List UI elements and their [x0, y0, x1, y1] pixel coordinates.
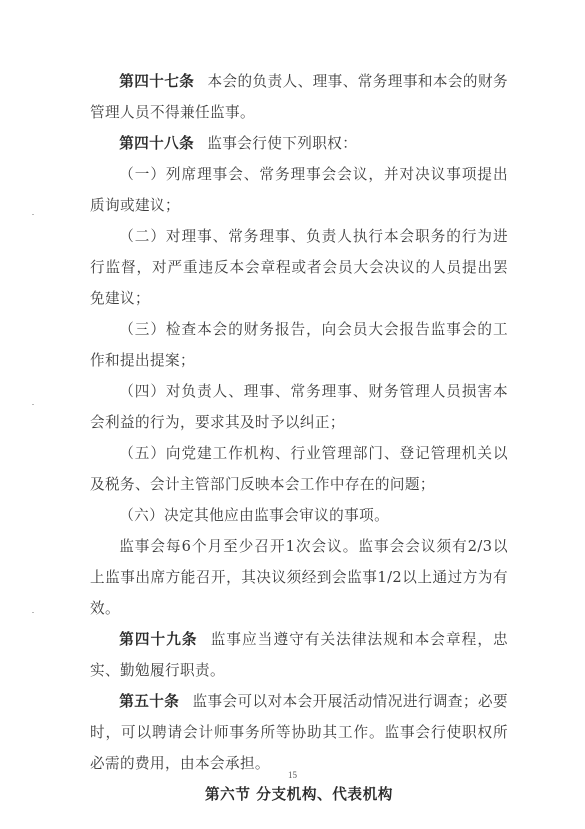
- page-number: 15: [288, 770, 297, 780]
- article-text: 监事应当遵守有关法律法规和本会章程，忠实、勤勉履行职责。: [90, 631, 508, 679]
- list-item: （二）对理事、常务理事、负责人执行本会职务的行为进行监督，对严重违反本会章程或者会员大会决议的人员提出罢免建议；: [90, 228, 508, 307]
- list-item: （四）对负责人、理事、常务理事、财务管理人员损害本会利益的行为，要求其及时予以纠正；: [90, 383, 508, 431]
- article-heading: 第四十八条: [119, 135, 195, 152]
- article-48: [90, 128, 508, 159]
- list-item: （一）列席理事会、常务理事会会议，并对决议事项提出质询或建议；: [90, 166, 508, 214]
- list-item: （六）决定其他应由监事会审议的事项。: [119, 507, 390, 524]
- scan-mark: [32, 214, 34, 215]
- article-text: 监事会行使下列职权：: [207, 135, 358, 152]
- article-47: [90, 66, 508, 128]
- article-heading: 第四十九条: [119, 631, 198, 648]
- article-49: [90, 624, 508, 686]
- meeting-paragraph: 监事会每6个月至少召开1次会议。监事会会议须有2/3以上监事出席方能召开，其决议须经到会监事1/2以上通过方为有效。: [90, 538, 508, 617]
- article-heading: 第四十七条: [119, 73, 195, 90]
- article-text: 监事会可以对本会开展活动情况进行调查；必要时，可以聘请会计师事务所等协助其工作。监事会行使职权所必需的费用，由本会承担。: [90, 693, 508, 772]
- article-text: 本会的负责人、理事、常务理事和本会的财务管理人员不得兼任监事。: [90, 73, 508, 121]
- article-heading: 第五十条: [119, 693, 180, 710]
- scan-mark: [32, 404, 34, 405]
- list-item: （三）检查本会的财务报告，向会员大会报告监事会的工作和提出提案；: [90, 321, 508, 369]
- article-50: [90, 686, 508, 779]
- list-item: （五）向党建工作机构、行业管理部门、登记管理机关以及税务、会计主管部门反映本会工作中存在的问题；: [90, 445, 508, 493]
- document-body: [90, 66, 508, 810]
- scan-mark: [32, 612, 34, 613]
- section-title: 第六节 分支机构、代表机构: [204, 786, 393, 803]
